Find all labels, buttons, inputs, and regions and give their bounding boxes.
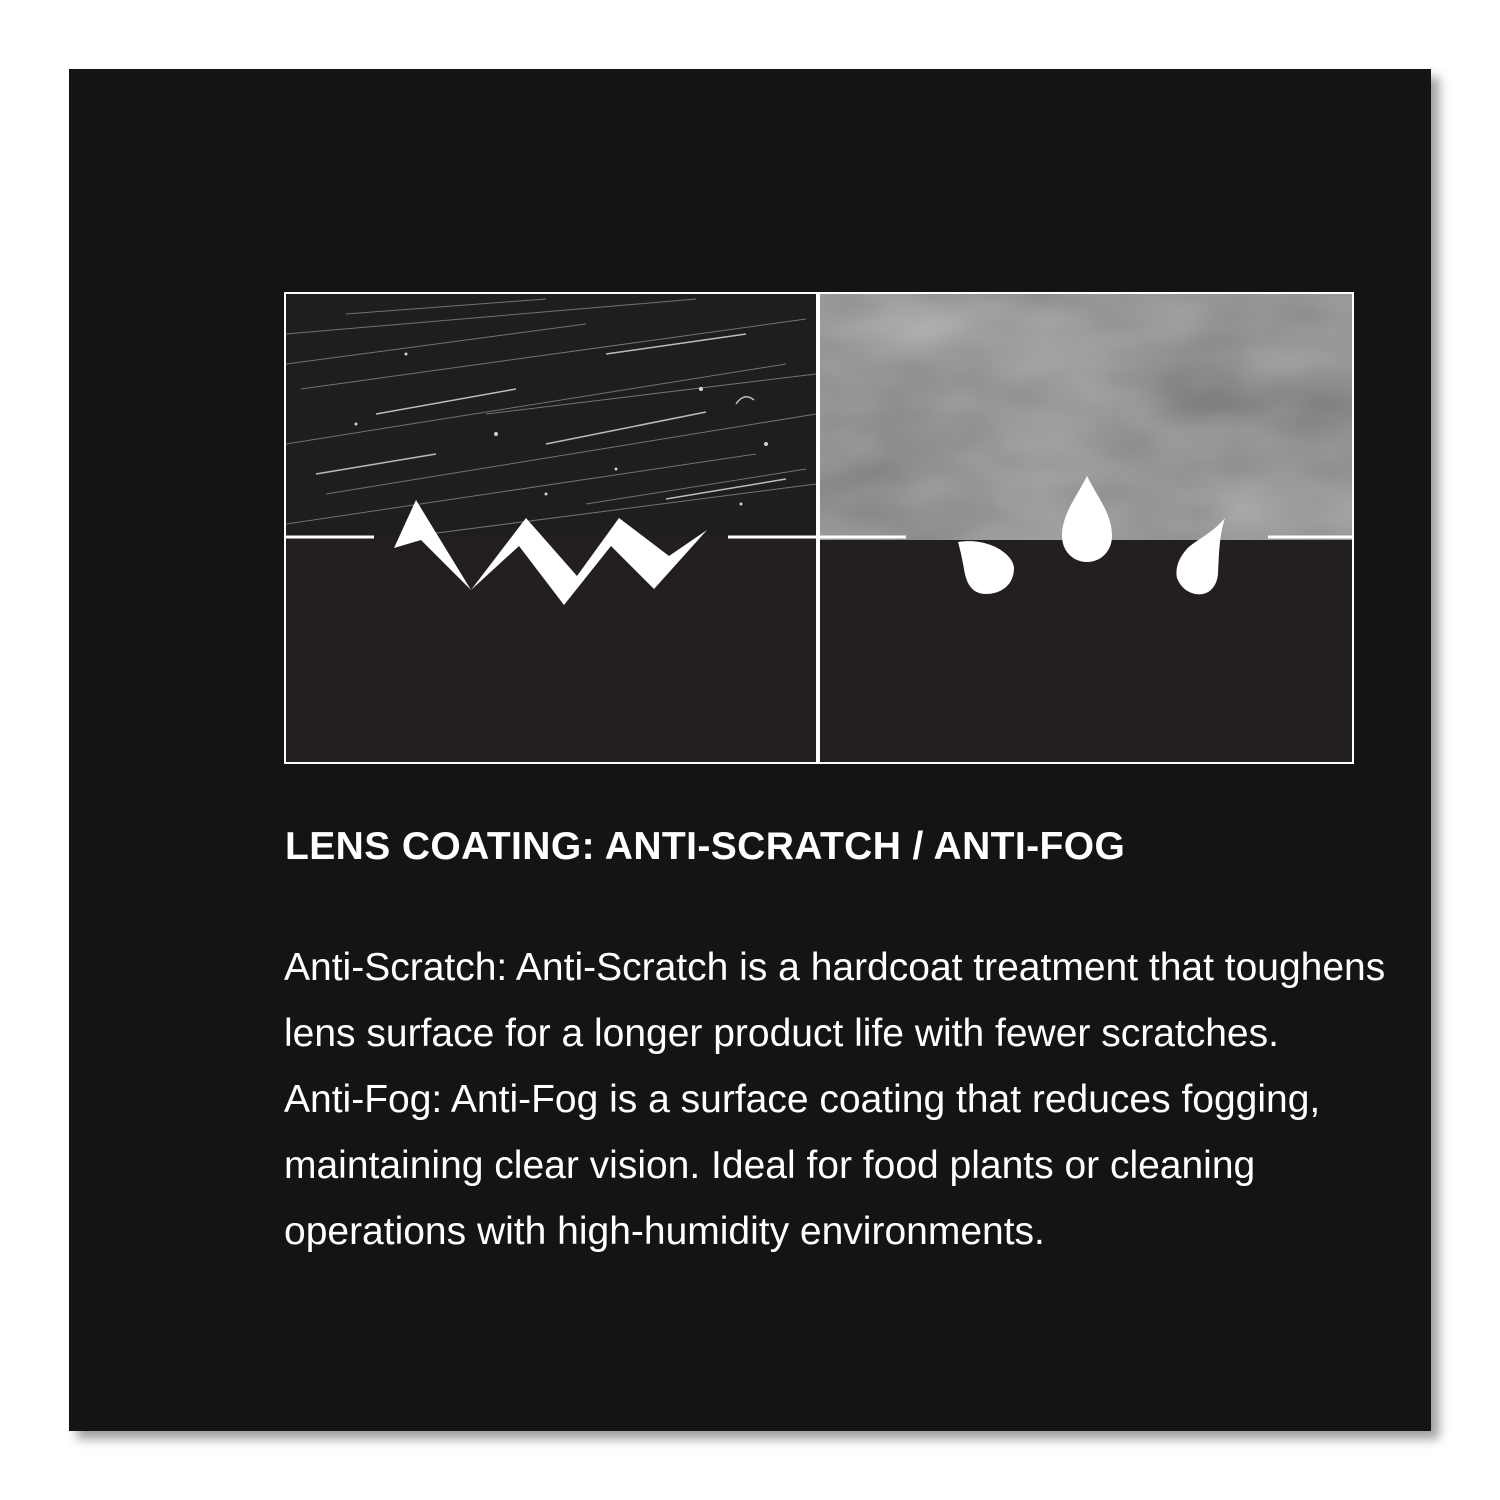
anti-fog-paragraph: Anti-Fog: Anti-Fog is a surface coating that reduces fogging, maintaining clear vision. Ideal for food plants or cleaning operations with high-humidity environments. [284, 1078, 1321, 1253]
coating-illustration [284, 292, 1354, 764]
anti-scratch-paragraph: Anti-Scratch: Anti-Scratch is a hardcoat treatment that toughens lens surface for a longer product life with fewer scratches. [284, 946, 1386, 1055]
scratch-panel [286, 294, 816, 605]
coating-description [284, 935, 1394, 1265]
coating-heading: LENS COATING: ANTI-SCRATCH / ANTI-FOG [285, 825, 1126, 868]
fog-panel [820, 294, 1352, 594]
panel-divider [816, 294, 820, 762]
lens-coating-card [69, 69, 1431, 1431]
